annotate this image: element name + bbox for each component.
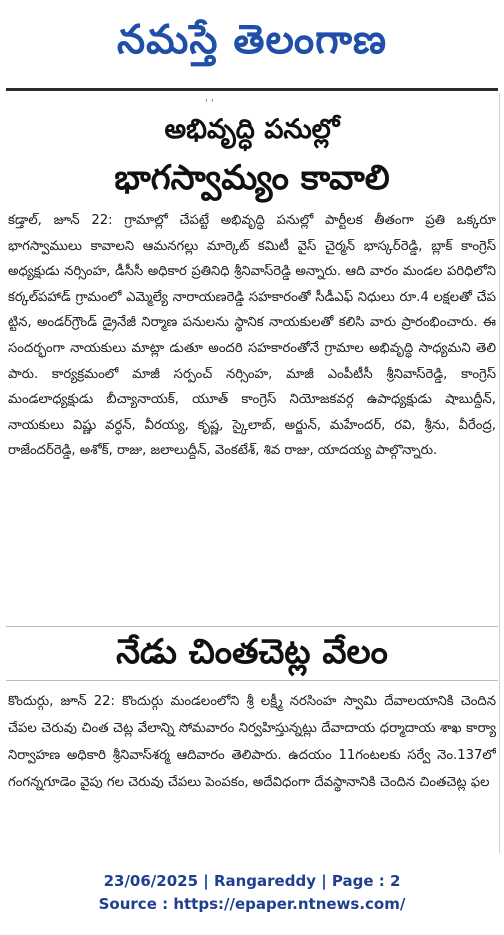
article-2-headline: నేడు చింతచెట్ల వేలం: [116, 632, 388, 672]
fold-mark: ' ': [205, 98, 214, 109]
masthead: [0, 0, 504, 90]
footer-date-edition: 23/06/2025 | Rangareddy | Page : 2: [103, 872, 401, 890]
footer-source-link[interactable]: Source : https://epaper.ntnews.com/: [98, 895, 406, 913]
article-2-rule: [6, 680, 498, 681]
masthead-logo: నమస్తే తెలంగాణ: [116, 17, 388, 63]
article-2-body: కొందుర్గు, జూన్‌ 22: కొందుర్గు మండలంలోని శ్రీ లక్ష్మీ నరసింహ స్వామి దేవాలయానికి చెందిన చేపల చెరువు చింత చెట్ల వేలాన్ని సోమవారం నిర్వహిస్తున్నట్లు దేవాదాయ ధర్మాదాయ శాఖ కార్యా నిర్వాహణ అధికారి శ్రీనివాస్‌శర్మ ఆదివారం తెలిపారు. ఉదయం 11గంటలకు సర్వే నెం.137లో గంగన్నగూడెం వైపు గల చెరువు చేపలు పెంపకం, అదేవిధంగా దేవస్థానానికి చెందిన చింతచెట్ల ఫల: [8, 694, 496, 790]
masthead-rule: [6, 88, 498, 91]
article-1-kicker: అభివృద్ధి పనుల్లో: [164, 114, 340, 145]
article-1-body: కడ్తాల్‌, జూన్‌ 22: గ్రామాల్లో చేపట్టే అభివృద్ధి పనుల్లో పార్టీలక తీతంగా ప్రతి ఒక్కరూ భాగస్వాములు కావాలని ఆమనగల్లు మార్కెట్‌ కమిటీ వైస్‌ చైర్మన్‌ భాస్కర్‌రెడ్డి, బ్లాక్‌ కాంగ్రెస్‌ అధ్యక్షుడు నర్సింహ, డీసీసీ అధికార ప్రతినిధి శ్రీనివాస్‌రెడ్డి అన్నారు. ఆది వారం మండల పరిధిలోని కర్కల్‌పహాడ్‌ గ్రామంలో ఎమ్మెల్యే నారాయణరెడ్డి సహకారంతో సీడీఎఫ్‌ నిధులు రూ.4 లక్షలతో చేప ట్టిన, అండర్‌గ్రౌండ్‌ డ్రైనేజీ నిర్మాణ పనులను స్థానిక నాయకులతో కలిసి వారు ప్రారంభించారు. ఈ సందర్భంగా నాయకులు మాట్లా డుతూ అందరి సహకారంతోనే గ్రామాల అభివృద్ధి సాధ్యమని తెలి పారు. కార్యక్రమంలో మాజీ సర్పంచ్‌ నర్సింహ, మాజీ ఎంపీటీసీ శ్రీనివాస్‌రెడ్డి, కాంగ్రెస్‌ మండలాధ్యక్షుడు బీచ్యానాయక్‌, యూత్‌ కాంగ్రెస్‌ నియోజకవర్గ ఉపాధ్యక్షుడు షాబుద్దీన్‌, నాయకులు విష్ణు వర్ధన్‌, వీరయ్య, కృష్ణ, స్కైలాబ్‌, అర్జున్‌, మహేందర్‌, రవి, శ్రీను, వీరేంద్ర, రాజేందర్‌రెడ్డి, అశోక్‌, రాజు, జలాలుద్దీన్‌, వెంకటేశ్‌, శివ రాజు, యాదయ్య పాల్గొన్నారు.: [8, 213, 496, 459]
article-divider: [6, 626, 498, 627]
article-1-headline: భాగస్వామ్యం కావాలి: [114, 158, 390, 198]
